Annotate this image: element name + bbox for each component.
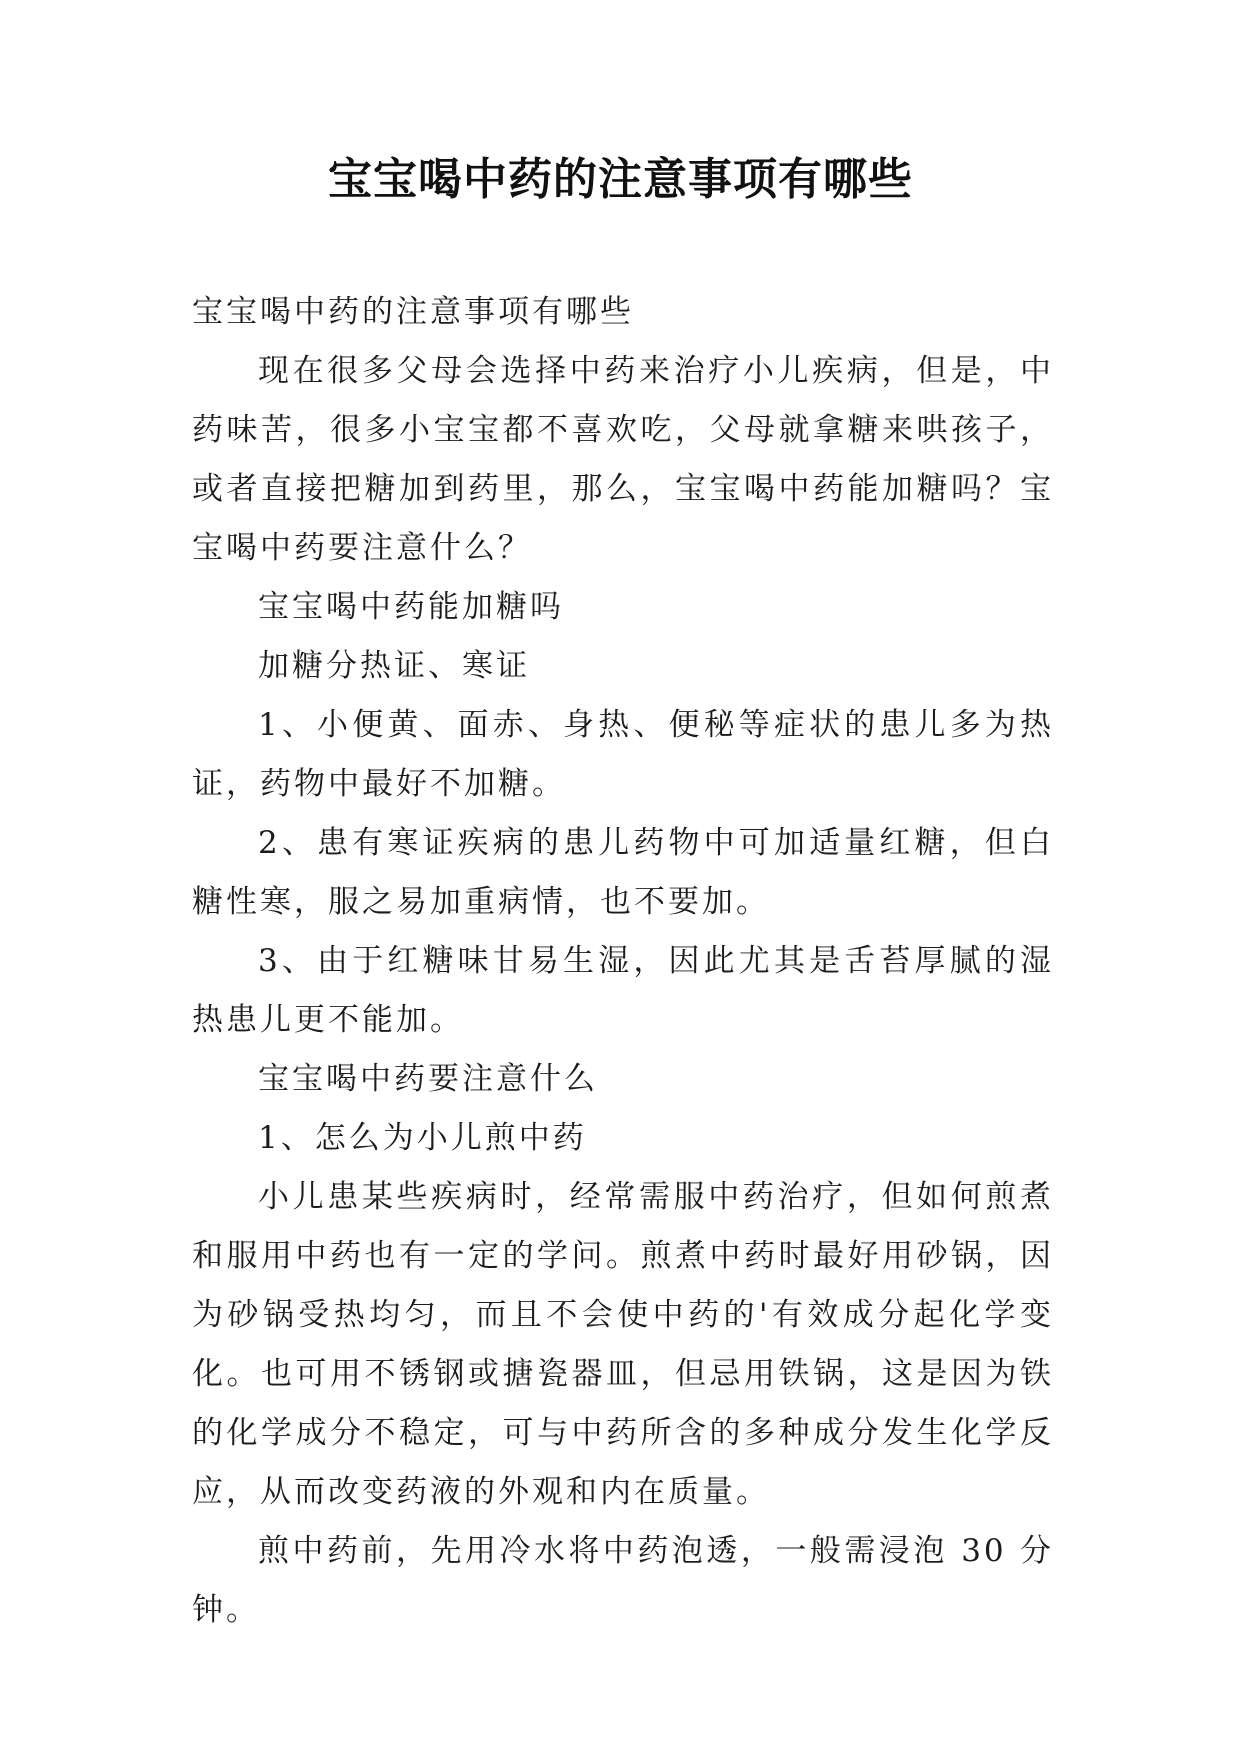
paragraph: 煎中药前，先用冷水将中药泡透，一般需浸泡 30 分钟。 xyxy=(192,1533,1054,1628)
paragraph: 现在很多父母会选择中药来治疗小儿疾病，但是，中药味苦，很多小宝宝都不喜欢吃，父母就拿糖来哄孩子，或者直接把糖加到药里，那么，宝宝喝中药能加糖吗？宝宝喝中药要注意什么？ xyxy=(192,353,1054,566)
paragraph: 加糖分热证、寒证 xyxy=(258,648,530,684)
paragraph: 宝宝喝中药的注意事项有哪些 xyxy=(192,294,634,330)
section-heading: 宝宝喝中药能加糖吗 xyxy=(258,589,564,625)
document-body xyxy=(192,283,1054,1640)
subsection-heading: 1、怎么为小儿煎中药 xyxy=(258,1120,587,1156)
list-item: 2、患有寒证疾病的患儿药物中可加适量红糖，但白糖性寒，服之易加重病情，也不要加。 xyxy=(192,825,1054,920)
paragraph: 小儿患某些疾病时，经常需服中药治疗，但如何煎煮和服用中药也有一定的学问。煎煮中药时最好用砂锅，因为砂锅受热均匀，而且不会使中药的'有效成分起化学变化。也可用不锈钢或搪瓷器皿，但忌用铁锅，这是因为铁的化学成分不稳定，可与中药所含的多种成分发生化学反应，从而改变药液的外观和内在质量。 xyxy=(192,1179,1054,1510)
document-title: 宝宝喝中药的注意事项有哪些 xyxy=(328,154,913,205)
list-item: 3、由于红糖味甘易生湿，因此尤其是舌苔厚腻的湿热患儿更不能加。 xyxy=(192,943,1054,1038)
list-item: 1、小便黄、面赤、身热、便秘等症状的患儿多为热证，药物中最好不加糖。 xyxy=(192,707,1054,802)
section-heading: 宝宝喝中药要注意什么 xyxy=(258,1061,598,1097)
